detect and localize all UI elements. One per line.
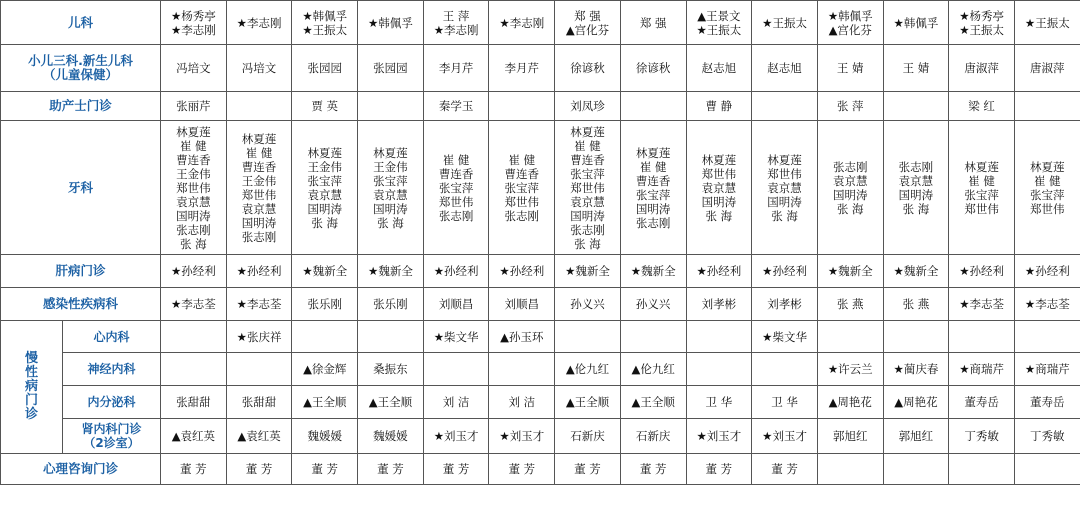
schedule-cell: 林夏莲 崔 健 曹连香 张宝萍 国明涛 张志刚	[620, 121, 686, 255]
table-row	[1, 321, 1080, 353]
department-label: 肾内科门诊 （2诊室）	[63, 419, 161, 454]
schedule-cell	[161, 321, 227, 353]
schedule-cell: ★孙经利	[161, 255, 227, 288]
schedule-cell	[226, 92, 292, 121]
schedule-cell: ★刘玉才	[423, 419, 489, 454]
schedule-cell	[686, 321, 752, 353]
schedule-cell: ★李志荃	[949, 288, 1015, 321]
schedule-cell: ▲王全顺	[620, 386, 686, 419]
schedule-cell: 董 芳	[620, 454, 686, 485]
schedule-cell: 郑 强 ▲宫化芬	[555, 1, 621, 45]
schedule-cell	[620, 321, 686, 353]
department-label: 助产士门诊	[1, 92, 161, 121]
schedule-cell	[358, 321, 424, 353]
schedule-cell: 张乐刚	[292, 288, 358, 321]
schedule-cell: 丁秀敏	[949, 419, 1015, 454]
schedule-cell: 贾 英	[292, 92, 358, 121]
schedule-cell: ▲王全顺	[555, 386, 621, 419]
schedule-cell: 徐谚秋	[555, 45, 621, 92]
schedule-cell: 张志刚 袁京慧 国明涛 张 海	[817, 121, 883, 255]
chronic-disease-group-label: 慢 性 病 门 诊	[1, 321, 63, 454]
schedule-cell: 赵志旭	[686, 45, 752, 92]
schedule-cell: 董 芳	[161, 454, 227, 485]
department-label: 儿科	[1, 1, 161, 45]
schedule-cell: ★孙经利	[686, 255, 752, 288]
schedule-cell: 董 芳	[489, 454, 555, 485]
schedule-cell: ★蔺庆春	[883, 353, 949, 386]
schedule-cell: ★魏新全	[358, 255, 424, 288]
department-label: 感染性疾病科	[1, 288, 161, 321]
schedule-cell: 魏媛媛	[292, 419, 358, 454]
schedule-cell	[883, 92, 949, 121]
schedule-cell	[423, 353, 489, 386]
schedule-cell: ▲袁红英	[161, 419, 227, 454]
schedule-cell: 董寿岳	[949, 386, 1015, 419]
schedule-cell: ★商瑞芹	[949, 353, 1015, 386]
schedule-cell: 李月芹	[423, 45, 489, 92]
schedule-cell: 董 芳	[358, 454, 424, 485]
schedule-cell: 郑 强	[620, 1, 686, 45]
schedule-cell: ★魏新全	[555, 255, 621, 288]
schedule-cell: 孙义兴	[555, 288, 621, 321]
schedule-cell: 郭旭红	[883, 419, 949, 454]
schedule-cell: ★刘玉才	[752, 419, 818, 454]
schedule-cell: 刘凤珍	[555, 92, 621, 121]
schedule-cell: 张 燕	[817, 288, 883, 321]
schedule-cell: 李月芹	[489, 45, 555, 92]
schedule-cell: 张乐刚	[358, 288, 424, 321]
schedule-cell	[883, 321, 949, 353]
schedule-cell: ★孙经利	[226, 255, 292, 288]
schedule-cell: 桑振东	[358, 353, 424, 386]
schedule-cell	[1014, 92, 1080, 121]
schedule-cell: 张丽芹	[161, 92, 227, 121]
schedule-cell	[949, 321, 1015, 353]
schedule-cell: 董 芳	[752, 454, 818, 485]
schedule-cell: ★刘玉才	[489, 419, 555, 454]
department-label: 肝病门诊	[1, 255, 161, 288]
schedule-cell: 林夏莲 崔 健 曹连香 王金伟 郑世伟 袁京慧 国明涛 张志刚	[226, 121, 292, 255]
schedule-cell: ★李志荃	[226, 288, 292, 321]
table-row	[1, 255, 1080, 288]
schedule-cell: ★李志荃	[1014, 288, 1080, 321]
schedule-cell: 王 婧	[883, 45, 949, 92]
schedule-cell	[817, 321, 883, 353]
schedule-cell: ★韩佩孚 ▲宫化芬	[817, 1, 883, 45]
schedule-cell: ★柴文华	[423, 321, 489, 353]
schedule-cell: 崔 健 曹连香 张宝萍 郑世伟 张志刚	[423, 121, 489, 255]
schedule-cell	[1014, 321, 1080, 353]
department-label: 心内科	[63, 321, 161, 353]
schedule-cell	[226, 353, 292, 386]
schedule-cell: 曹 静	[686, 92, 752, 121]
schedule-cell	[555, 321, 621, 353]
schedule-cell: 卫 华	[752, 386, 818, 419]
schedule-cell: 王 婧	[817, 45, 883, 92]
schedule-cell	[489, 353, 555, 386]
schedule-cell: 刘孝彬	[686, 288, 752, 321]
schedule-cell: ▲徐金辉	[292, 353, 358, 386]
schedule-cell: ▲周艳花	[883, 386, 949, 419]
schedule-cell: ★李志刚	[489, 1, 555, 45]
schedule-cell: ★魏新全	[292, 255, 358, 288]
schedule-cell: 张 萍	[817, 92, 883, 121]
schedule-cell: ★孙经利	[752, 255, 818, 288]
schedule-cell	[489, 92, 555, 121]
schedule-cell: 刘顺昌	[423, 288, 489, 321]
department-label: 神经内科	[63, 353, 161, 386]
schedule-cell: ★王振太	[1014, 1, 1080, 45]
schedule-cell: ▲袁红英	[226, 419, 292, 454]
table-row	[1, 419, 1080, 454]
schedule-cell: ★杨秀亭 ★李志刚	[161, 1, 227, 45]
schedule-cell: ▲王景文 ★王振太	[686, 1, 752, 45]
schedule-cell: 林夏莲 崔 健 曹连香 张宝萍 郑世伟 袁京慧 国明涛 张志刚 张 海	[555, 121, 621, 255]
schedule-cell: 刘 洁	[423, 386, 489, 419]
schedule-cell: 冯培文	[161, 45, 227, 92]
schedule-cell: 冯培文	[226, 45, 292, 92]
schedule-cell: ★韩佩孚	[358, 1, 424, 45]
table-row	[1, 1, 1080, 45]
schedule-cell: 林夏莲 崔 健 张宝萍 郑世伟	[949, 121, 1015, 255]
schedule-cell: 崔 健 曹连香 张宝萍 郑世伟 张志刚	[489, 121, 555, 255]
schedule-cell: ★韩佩孚 ★王振太	[292, 1, 358, 45]
schedule-cell: ★李志刚	[226, 1, 292, 45]
schedule-cell: 董 芳	[423, 454, 489, 485]
schedule-cell: ★李志荃	[161, 288, 227, 321]
schedule-cell: 林夏莲 王金伟 张宝萍 袁京慧 国明涛 张 海	[358, 121, 424, 255]
schedule-cell: ▲周艳花	[817, 386, 883, 419]
schedule-cell: ▲王全顺	[292, 386, 358, 419]
schedule-cell: ★孙经利	[489, 255, 555, 288]
schedule-cell: 张甜甜	[226, 386, 292, 419]
schedule-cell	[686, 353, 752, 386]
schedule-cell: 卫 华	[686, 386, 752, 419]
schedule-cell	[620, 92, 686, 121]
schedule-cell: 石新庆	[620, 419, 686, 454]
schedule-cell	[949, 454, 1015, 485]
table-row	[1, 45, 1080, 92]
schedule-cell: 林夏莲 郑世伟 袁京慧 国明涛 张 海	[752, 121, 818, 255]
schedule-cell	[1014, 454, 1080, 485]
schedule-cell: 刘顺昌	[489, 288, 555, 321]
schedule-cell: 林夏莲 崔 健 张宝萍 郑世伟	[1014, 121, 1080, 255]
schedule-cell: 张园园	[358, 45, 424, 92]
schedule-cell: 郭旭红	[817, 419, 883, 454]
schedule-cell: 秦学玉	[423, 92, 489, 121]
department-label: 心理咨询门诊	[1, 454, 161, 485]
schedule-cell: 刘孝彬	[752, 288, 818, 321]
schedule-cell: 林夏莲 崔 健 曹连香 王金伟 郑世伟 袁京慧 国明涛 张志刚 张 海	[161, 121, 227, 255]
schedule-cell: ★孙经利	[423, 255, 489, 288]
department-label: 小儿三科.新生儿科 （儿童保健）	[1, 45, 161, 92]
schedule-cell: 徐谚秋	[620, 45, 686, 92]
schedule-cell: 林夏莲 王金伟 张宝萍 袁京慧 国明涛 张 海	[292, 121, 358, 255]
schedule-cell: 唐淑萍	[1014, 45, 1080, 92]
schedule-cell	[292, 321, 358, 353]
schedule-cell: ★张庆祥	[226, 321, 292, 353]
schedule-cell: 赵志旭	[752, 45, 818, 92]
schedule-cell: ★柴文华	[752, 321, 818, 353]
schedule-cell: ★许云兰	[817, 353, 883, 386]
schedule-cell: 董 芳	[555, 454, 621, 485]
table-row	[1, 353, 1080, 386]
schedule-cell: ★魏新全	[883, 255, 949, 288]
schedule-cell: ★刘玉才	[686, 419, 752, 454]
table-row	[1, 386, 1080, 419]
schedule-cell: 王 萍 ★李志刚	[423, 1, 489, 45]
schedule-cell: ★魏新全	[620, 255, 686, 288]
schedule-cell: 董 芳	[686, 454, 752, 485]
table-row	[1, 454, 1080, 485]
table-row	[1, 288, 1080, 321]
schedule-cell: ★孙经利	[1014, 255, 1080, 288]
schedule-cell: ★韩佩孚	[883, 1, 949, 45]
schedule-cell	[358, 92, 424, 121]
schedule-cell: 石新庆	[555, 419, 621, 454]
schedule-cell: 唐淑萍	[949, 45, 1015, 92]
schedule-cell: 梁 红	[949, 92, 1015, 121]
schedule-cell: 张园园	[292, 45, 358, 92]
schedule-cell: 董 芳	[226, 454, 292, 485]
schedule-cell: 魏媛媛	[358, 419, 424, 454]
schedule-cell	[161, 353, 227, 386]
schedule-cell: 丁秀敏	[1014, 419, 1080, 454]
schedule-cell: ★商瑞芹	[1014, 353, 1080, 386]
schedule-cell: ▲伦九红	[555, 353, 621, 386]
schedule-cell: ▲伦九红	[620, 353, 686, 386]
schedule-cell	[752, 92, 818, 121]
table-row	[1, 92, 1080, 121]
schedule-cell: 林夏莲 郑世伟 袁京慧 国明涛 张 海	[686, 121, 752, 255]
schedule-cell	[752, 353, 818, 386]
department-label: 内分泌科	[63, 386, 161, 419]
schedule-cell: 董 芳	[292, 454, 358, 485]
table-row	[1, 121, 1080, 255]
schedule-cell: ★魏新全	[817, 255, 883, 288]
schedule-cell: ▲孙玉环	[489, 321, 555, 353]
schedule-cell: 孙义兴	[620, 288, 686, 321]
schedule-cell: 张 燕	[883, 288, 949, 321]
schedule-cell: ★孙经利	[949, 255, 1015, 288]
schedule-cell: ▲王全顺	[358, 386, 424, 419]
schedule-cell	[817, 454, 883, 485]
schedule-cell: 董寿岳	[1014, 386, 1080, 419]
schedule-cell: ★王振太	[752, 1, 818, 45]
department-label: 牙科	[1, 121, 161, 255]
schedule-cell: 刘 洁	[489, 386, 555, 419]
schedule-cell	[883, 454, 949, 485]
schedule-cell: 张志刚 袁京慧 国明涛 张 海	[883, 121, 949, 255]
schedule-cell: ★杨秀亭 ★王振太	[949, 1, 1015, 45]
schedule-cell: 张甜甜	[161, 386, 227, 419]
